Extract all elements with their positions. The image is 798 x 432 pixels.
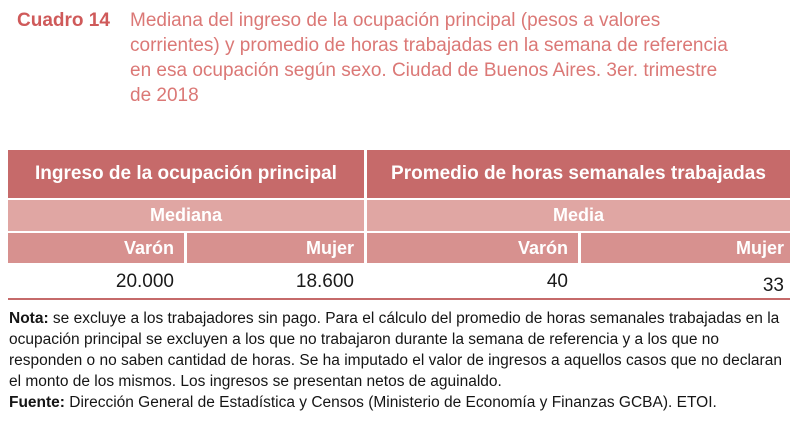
column-header-mujer-ingreso: Mujer [187, 233, 364, 263]
statistics-table [8, 150, 790, 298]
value-horas-media-mujer: 33 [581, 269, 790, 302]
table-bottom-rule [8, 298, 790, 300]
cuadro-number-label: Cuadro 14 [17, 10, 110, 31]
notes-block [9, 308, 791, 413]
source-paragraph [9, 392, 791, 413]
note-paragraph [9, 308, 791, 392]
source-label: Fuente: [9, 394, 65, 411]
measure-header-media: Media [367, 200, 790, 231]
column-header-varon-ingreso: Varón [8, 233, 184, 263]
note-text: se excluye a los trabajadores sin pago. Para el cálculo del promedio de horas semanales trabajadas en la ocupación principal se excluyen a los que no trabajaron durante la semana de referencia y a los que no responden o no saben cantidad de horas. Se ha imputado el valor de ingresos a aquellos casos que no declaran el monto de los mismos. Los ingresos se presentan netos de aguinaldo. [9, 310, 782, 390]
value-ingreso-mediana-mujer: 18.600 [187, 265, 364, 298]
measure-header-mediana: Mediana [8, 200, 364, 231]
group-header-ingreso: Ingreso de la ocupación principal [8, 150, 364, 198]
source-text: Dirección General de Estadística y Censos (Ministerio de Economía y Finanzas GCBA). ETOI. [64, 394, 717, 411]
value-horas-media-varon: 40 [367, 265, 578, 298]
column-header-mujer-horas: Mujer [581, 233, 790, 263]
table-title: Mediana del ingreso de la ocupación principal (pesos a valores corrientes) y promedio de horas trabajadas en la semana de referencia en esa ocupación según sexo. Ciudad de Buenos Aires. 3er. trimestre de 2018 [130, 10, 728, 106]
value-ingreso-mediana-varon: 20.000 [8, 265, 184, 298]
group-header-horas: Promedio de horas semanales trabajadas [367, 150, 790, 198]
table-caption [17, 8, 798, 108]
column-header-varon-horas: Varón [367, 233, 578, 263]
note-label: Nota: [9, 310, 49, 327]
